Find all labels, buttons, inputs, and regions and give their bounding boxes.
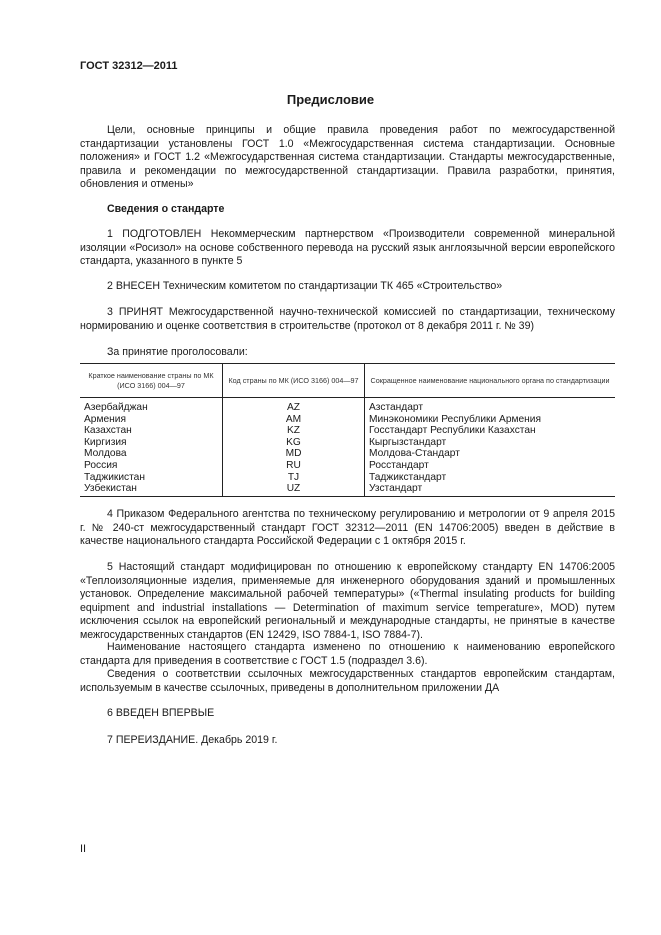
table-row xyxy=(80,414,615,426)
country-name-cell: Таджикистан xyxy=(80,472,223,484)
country-code-cell: TJ xyxy=(223,472,365,484)
vote-label: За принятие проголосовали: xyxy=(107,346,248,358)
country-name-cell: Армения xyxy=(80,414,223,426)
item-2-paragraph: 2 ВНЕСЕН Техническим комитетом по стандартизации ТК 465 «Строительство» xyxy=(107,280,503,292)
item-5-paragraph: 5 Настоящий стандарт модифицирован по отношению к европейскому стандарту EN 14706:2005 «Теплоизоляционные изделия, применяемые для инженерного оборудования зданий и промышленных установок. Определение максимальной рабочей температуры» («Thermal insulating products for building equipment and industrial installations — Determination of maximum service temperature», MOD) путем исключения ссылок на европейский региональный и международные стандарты, не принятые в качестве межгосударственных стандартов (EN 12429, ISO 7884-1, ISO 7884-7). xyxy=(80,561,615,641)
country-name-cell: Казахстан xyxy=(80,425,223,437)
country-name-cell: Узбекистан xyxy=(80,483,223,496)
table-row xyxy=(80,398,615,414)
table-row xyxy=(80,437,615,449)
country-code-cell: KZ xyxy=(223,425,365,437)
voting-table xyxy=(80,363,615,497)
standards-body-cell: Кыргызстандарт xyxy=(369,436,447,448)
table-row xyxy=(80,448,615,460)
country-code-cell: MD xyxy=(223,448,365,460)
intro-paragraph: Цели, основные принципы и общие правила проведения работ по межгосударственной стандартизации установлены ГОСТ 1.0 «Межгосударственная система стандартизации. Основные положения» и ГОСТ 1.2 «Межгосударственная система стандартизации. Стандарты межгосударственные, правила и рекомендации по межгосударственной стандартизации. Правила разработки, принятия, обновления и отмены» xyxy=(80,124,615,190)
standards-body-cell: Росстандарт xyxy=(369,459,429,471)
standards-body-cell: Минэкономики Республики Армения xyxy=(369,413,541,425)
document-id: ГОСТ 32312—2011 xyxy=(80,60,178,72)
standards-body-cell: Госстандарт Республики Казахстан xyxy=(369,425,536,437)
standards-body-cell: Азстандарт xyxy=(369,402,424,413)
table-row xyxy=(80,460,615,472)
country-name-cell: Киргизия xyxy=(80,437,223,449)
table-row xyxy=(80,483,615,496)
page-title: Предисловие xyxy=(286,92,375,107)
table-header-row xyxy=(80,364,615,398)
standards-body-cell: Таджикстандарт xyxy=(369,471,447,483)
header-country-code: Код страны по МК (ИСО 3166) 004—97 xyxy=(223,364,365,398)
item-4-paragraph: 4 Приказом Федерального агентства по техническому регулированию и метрологии от 9 апреля 2015 г. № 240-ст межгосударственный стандарт ГОСТ 32312—2011 (EN 14706:2005) введен в действие в качестве национального стандарта Российской Федерации с 1 октября 2015 г. xyxy=(80,508,615,547)
country-code-cell: KG xyxy=(223,437,365,449)
item-5-references: Сведения о соответствии ссылочных межгосударственных стандартов европейским стандартам, используемым в качестве ссылочных, приведены в дополнительном приложении ДА xyxy=(80,668,615,694)
country-code-cell: RU xyxy=(223,460,365,472)
item-7-paragraph: 7 ПЕРЕИЗДАНИЕ. Декабрь 2019 г. xyxy=(107,734,278,746)
item-6-paragraph: 6 ВВЕДЕН ВПЕРВЫЕ xyxy=(107,707,215,719)
page-number: II xyxy=(80,843,87,855)
item-1-paragraph: 1 ПОДГОТОВЛЕН Некоммерческим партнерством «Производители современной минеральной изоляции «Росизол» на основе собственного перевода на русский язык англоязычной версии европейского стандарта, указанного в пункте 5 xyxy=(80,228,615,267)
item-3-paragraph: 3 ПРИНЯТ Межгосударственной научно-технической комиссией по стандартизации, техническому нормированию и оценке соответствия в строительстве (протокол от 8 декабря 2011 г. № 39) xyxy=(80,306,615,332)
country-code-cell: AM xyxy=(223,414,365,426)
country-name-cell: Азербайджан xyxy=(80,398,223,414)
table-row xyxy=(80,472,615,484)
country-name-cell: Молдова xyxy=(80,448,223,460)
standards-body-cell: Узстандарт xyxy=(369,483,423,495)
table-row xyxy=(80,425,615,437)
country-code-cell: UZ xyxy=(223,483,365,496)
standards-body-cell: Молдова-Стандарт xyxy=(369,448,460,460)
header-country-name: Краткое наименование страны по МК (ИСО 3166) 004—97 xyxy=(80,364,223,398)
country-code-cell: AZ xyxy=(223,398,365,414)
info-heading: Сведения о стандарте xyxy=(107,203,225,215)
header-standards-body: Сокращенное наименование национального органа по стандартизации xyxy=(365,364,616,398)
country-name-cell: Россия xyxy=(80,460,223,472)
item-5-name-change: Наименование настоящего стандарта изменено по отношению к наименованию европейского стандарта для приведения в соответствие с ГОСТ 1.5 (подраздел 3.6). xyxy=(80,641,615,667)
